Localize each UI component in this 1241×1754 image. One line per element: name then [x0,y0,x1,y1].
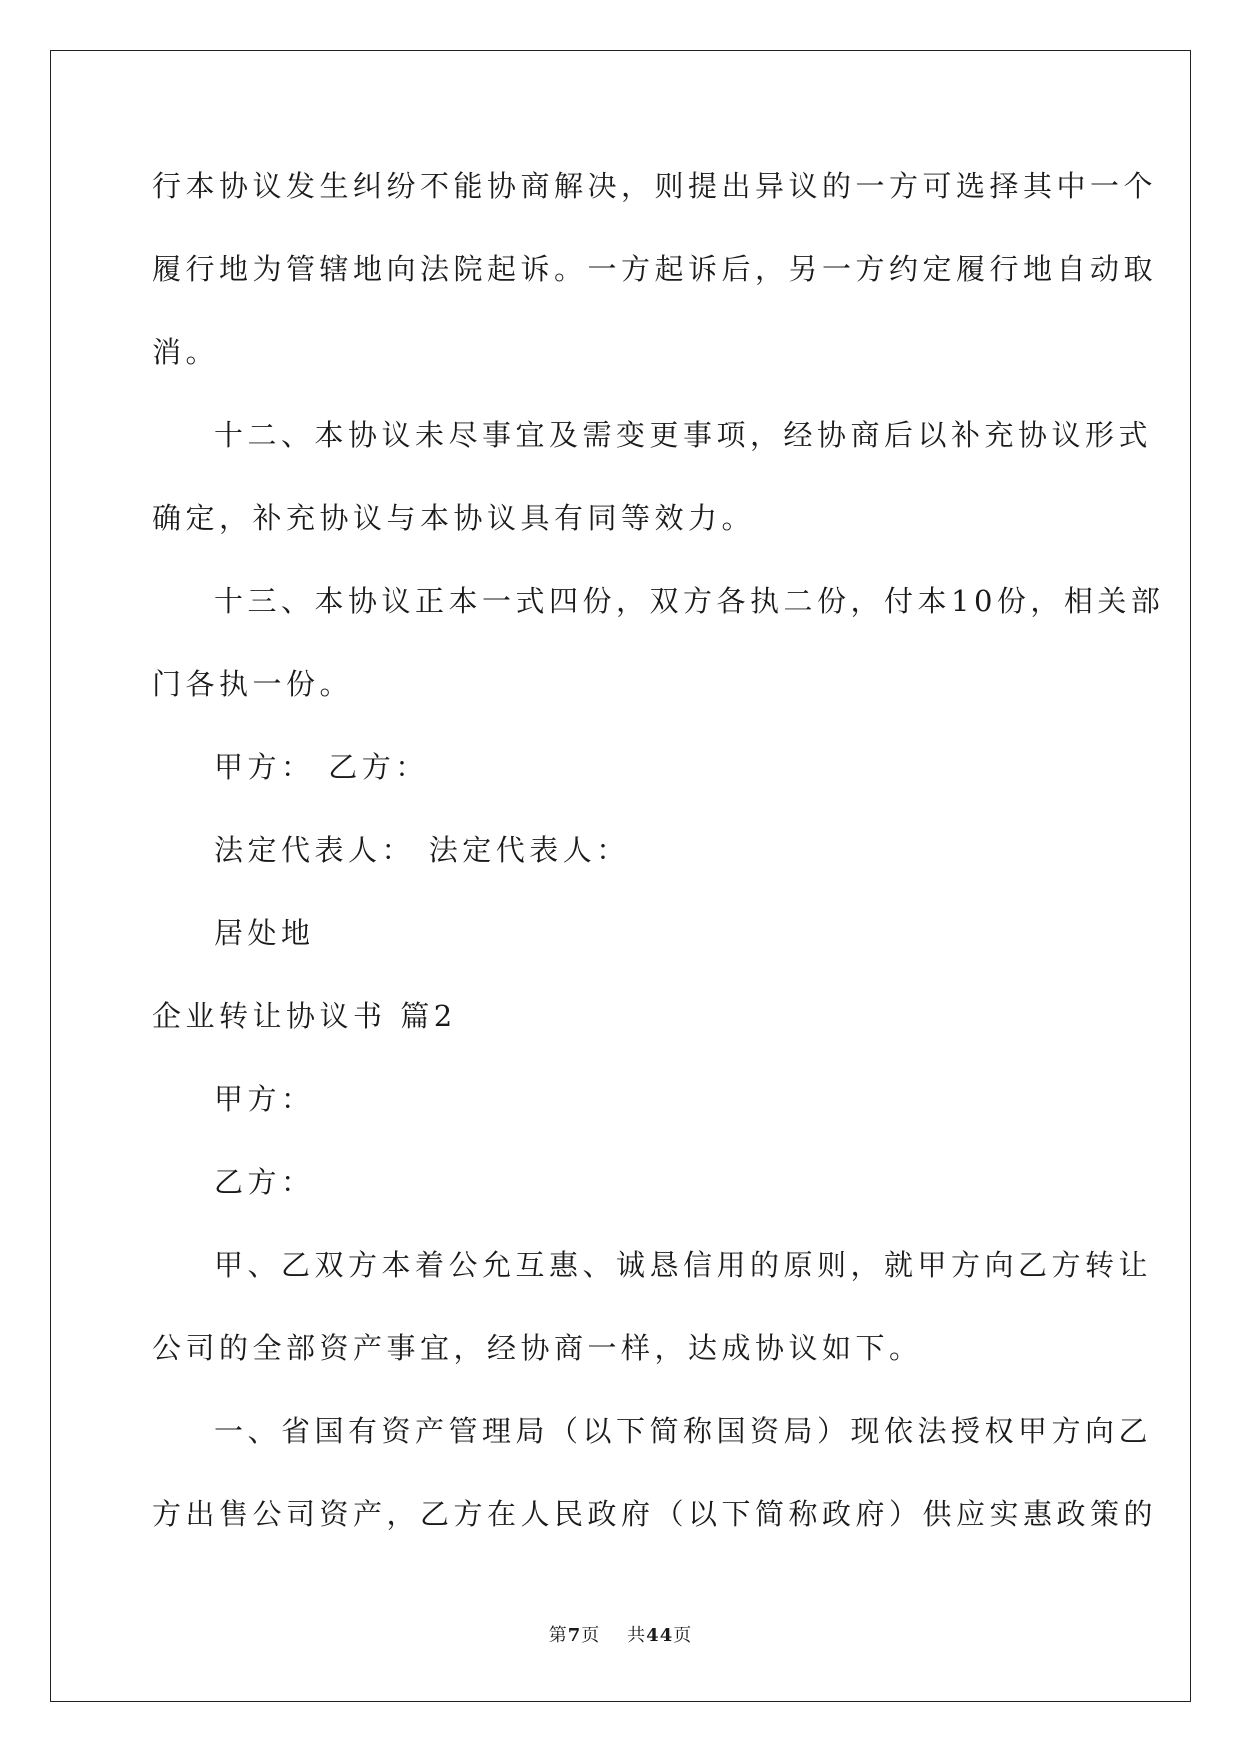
signature-line-party: 甲方： 乙方： [214,750,429,784]
footer-prefix: 第 [548,1625,568,1646]
text-line-5: 确定，补充协议与本协议具有同等效力。 [152,501,756,535]
footer-middle: 页 共 [581,1625,647,1646]
text-line-3: 消。 [152,335,220,369]
party-b-line: 乙方： [214,1165,315,1199]
text-line-1: 行本协议发生纠纷不能协商解决，则提出异议的一方可选择其中一个 [152,169,1158,203]
signature-line-representative: 法定代表人： 法定代表人： [214,833,630,867]
footer-page-number: 7 [567,1625,582,1646]
page-border [50,50,1191,1702]
footer-total-pages: 44 [646,1625,674,1646]
text-line-7: 门各执一份。 [152,667,354,701]
page-footer [0,1621,1241,1647]
text-line-2: 履行地为管辖地向法院起诉。一方起诉后，另一方约定履行地自动取 [152,252,1158,286]
text-line-17: 方出售公司资产，乙方在人民政府（以下简称政府）供应实惠政策的 [152,1497,1158,1531]
text-line-4: 十二、本协议未尽事宜及需变更事项，经协商后以补充协议形式 [214,418,1153,452]
footer-suffix: 页 [673,1625,693,1646]
text-line-14: 甲、乙双方本着公允互惠、诚恳信用的原则，就甲方向乙方转让 [214,1248,1153,1282]
text-line-15: 公司的全部资产事宜，经协商一样，达成协议如下。 [152,1331,923,1365]
text-line-16: 一、省国有资产管理局（以下简称国资局）现依法授权甲方向乙 [214,1414,1153,1448]
party-a-line: 甲方： [214,1082,315,1116]
section-heading: 企业转让协议书 篇2 [152,999,457,1033]
text-line-6: 十三、本协议正本一式四份，双方各执二份，付本10份，相关部 [214,584,1165,618]
signature-line-address: 居处地 [214,916,315,950]
